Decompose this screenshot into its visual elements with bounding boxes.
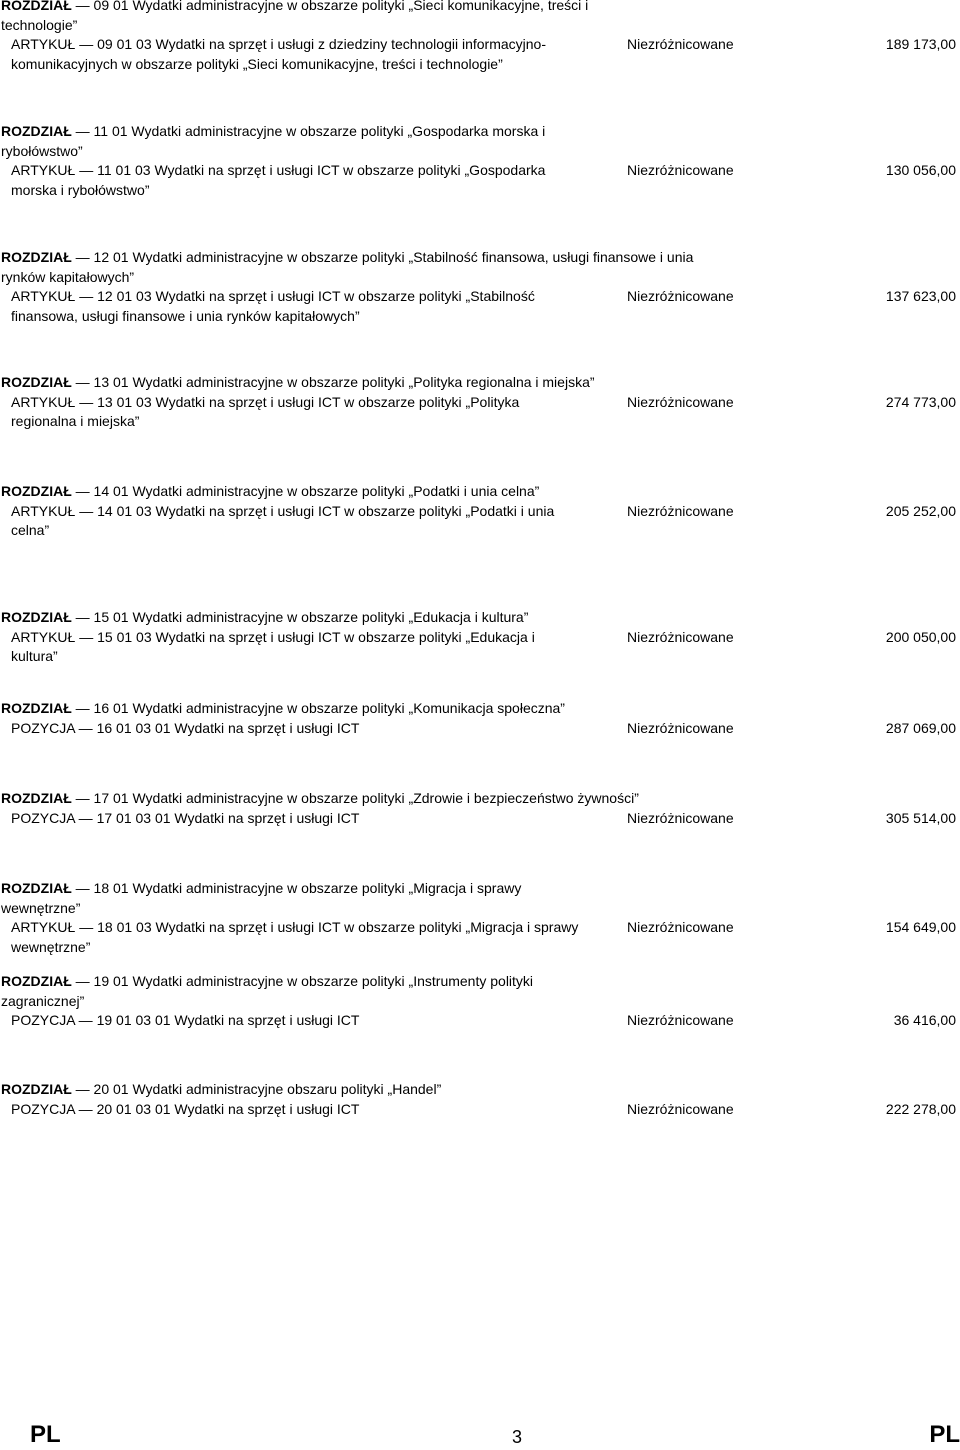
classification-label: Niezróżnicowane — [627, 1100, 734, 1117]
amount-value: 274 773,00 — [885, 393, 956, 410]
amount-value: 36 416,00 — [893, 1012, 956, 1028]
amount-value: 200 050,00 — [885, 628, 956, 645]
classification-label: Niezróżnicowane — [627, 919, 734, 935]
classification-label: Niezróżnicowane — [627, 288, 734, 304]
item-description: ARTYKUŁ — 18 01 03 Wydatki na sprzęt i usługi ICT w obszarze polityki „Migracja i sprawy wewnętrzne” — [11, 919, 579, 955]
item-description: POZYCJA — 20 01 03 01 Wydatki na sprzęt i usługi ICT — [11, 1100, 360, 1117]
amount-value: 189 173,00 — [885, 36, 956, 52]
item-row — [0, 393, 960, 432]
item-row — [0, 502, 960, 541]
rozdzial-heading: ROZDZIAŁ — 15 01 Wydatki administracyjne w obszarze polityki „Edukacja i kultura” — [1, 609, 529, 625]
page-footer — [0, 1420, 960, 1450]
classification-label: Niezróżnicowane — [627, 162, 734, 178]
section-14 — [0, 482, 960, 541]
item-description: ARTYKUŁ — 13 01 03 Wydatki na sprzęt i usługi ICT w obszarze polityki „Polityka regionalna i miejska” — [11, 393, 520, 429]
language-code-right: PL — [929, 1421, 960, 1448]
amount-value: 222 278,00 — [885, 1100, 956, 1117]
item-row — [0, 1011, 960, 1031]
language-code-left: PL — [30, 1421, 61, 1448]
section-17 — [0, 789, 960, 828]
rozdzial-heading: ROZDZIAŁ — 19 01 Wydatki administracyjne w obszarze polityki „Instrumenty polityki zagranicznej” — [1, 973, 534, 1009]
amount-value: 137 623,00 — [885, 288, 956, 304]
item-description: POZYCJA — 17 01 03 01 Wydatki na sprzęt i usługi ICT — [11, 809, 360, 826]
rozdzial-heading: ROZDZIAŁ — 18 01 Wydatki administracyjne w obszarze polityki „Migracja i sprawy wewnętrzne” — [1, 880, 522, 916]
page-number: 3 — [512, 1427, 523, 1447]
rozdzial-heading: ROZDZIAŁ — 12 01 Wydatki administracyjne w obszarze polityki „Stabilność finansowa, usługi finansowe i unia rynków kapitałowych” — [1, 249, 694, 285]
item-row — [0, 918, 960, 957]
section-18 — [0, 879, 960, 957]
classification-label: Niezróżnicowane — [627, 1012, 734, 1028]
rozdzial-heading: ROZDZIAŁ — 16 01 Wydatki administracyjne w obszarze polityki „Komunikacja społeczna” — [1, 700, 565, 716]
item-description: ARTYKUŁ — 11 01 03 Wydatki na sprzęt i usługi ICT w obszarze polityki „Gospodarka morska i rybołówstwo” — [11, 162, 546, 198]
item-row — [0, 809, 960, 829]
classification-label: Niezróżnicowane — [627, 36, 734, 52]
item-description: POZYCJA — 16 01 03 01 Wydatki na sprzęt i usługi ICT — [11, 719, 360, 736]
rozdzial-heading: ROZDZIAŁ — 11 01 Wydatki administracyjne w obszarze polityki „Gospodarka morska i rybołówstwo” — [1, 123, 546, 159]
classification-label: Niezróżnicowane — [627, 809, 734, 826]
classification-label: Niezróżnicowane — [627, 628, 734, 645]
section-20 — [0, 1080, 960, 1119]
section-16 — [0, 699, 960, 738]
item-description: ARTYKUŁ — 15 01 03 Wydatki na sprzęt i usługi ICT w obszarze polityki „Edukacja i kultura” — [11, 628, 535, 664]
item-row — [0, 719, 960, 739]
item-row — [0, 287, 960, 326]
section-13 — [0, 373, 960, 432]
item-description: POZYCJA — 19 01 03 01 Wydatki na sprzęt i usługi ICT — [11, 1012, 360, 1028]
item-description: ARTYKUŁ — 14 01 03 Wydatki na sprzęt i usługi ICT w obszarze polityki „Podatki i unia celna” — [11, 502, 555, 538]
amount-value: 130 056,00 — [885, 162, 956, 178]
amount-value: 287 069,00 — [885, 719, 956, 736]
item-row — [0, 35, 960, 74]
amount-value: 205 252,00 — [885, 502, 956, 519]
item-description: ARTYKUŁ — 09 01 03 Wydatki na sprzęt i usługi z dziedziny technologii informacyjno-komunikacyjnych w obszarze polityki „Sieci komunikacyjne, treści i technologie” — [11, 36, 546, 72]
rozdzial-heading: ROZDZIAŁ — 09 01 Wydatki administracyjne w obszarze polityki „Sieci komunikacyjne, treści i technologie” — [1, 0, 589, 33]
amount-value: 154 649,00 — [885, 919, 956, 935]
rozdzial-heading: ROZDZIAŁ — 14 01 Wydatki administracyjne w obszarze polityki „Podatki i unia celna” — [1, 483, 540, 499]
section-11 — [0, 122, 960, 200]
item-row — [0, 628, 960, 667]
section-12 — [0, 248, 960, 326]
rozdzial-heading: ROZDZIAŁ — 13 01 Wydatki administracyjne w obszarze polityki „Polityka regionalna i miejska” — [1, 374, 595, 390]
rozdzial-heading: ROZDZIAŁ — 20 01 Wydatki administracyjne obszaru polityki „Handel” — [1, 1081, 442, 1097]
classification-label: Niezróżnicowane — [627, 502, 734, 519]
classification-label: Niezróżnicowane — [627, 719, 734, 736]
rozdzial-heading: ROZDZIAŁ — 17 01 Wydatki administracyjne w obszarze polityki „Zdrowie i bezpieczeństwo żywności” — [1, 790, 639, 806]
section-09 — [0, 0, 960, 74]
amount-value: 305 514,00 — [885, 809, 956, 826]
item-row — [0, 1100, 960, 1120]
item-row — [0, 161, 960, 200]
classification-label: Niezróżnicowane — [627, 393, 734, 410]
section-15 — [0, 608, 960, 667]
item-description: ARTYKUŁ — 12 01 03 Wydatki na sprzęt i usługi ICT w obszarze polityki „Stabilność finansowa, usługi finansowe i unia rynków kapitałowych” — [11, 288, 535, 324]
section-19 — [0, 972, 960, 1031]
